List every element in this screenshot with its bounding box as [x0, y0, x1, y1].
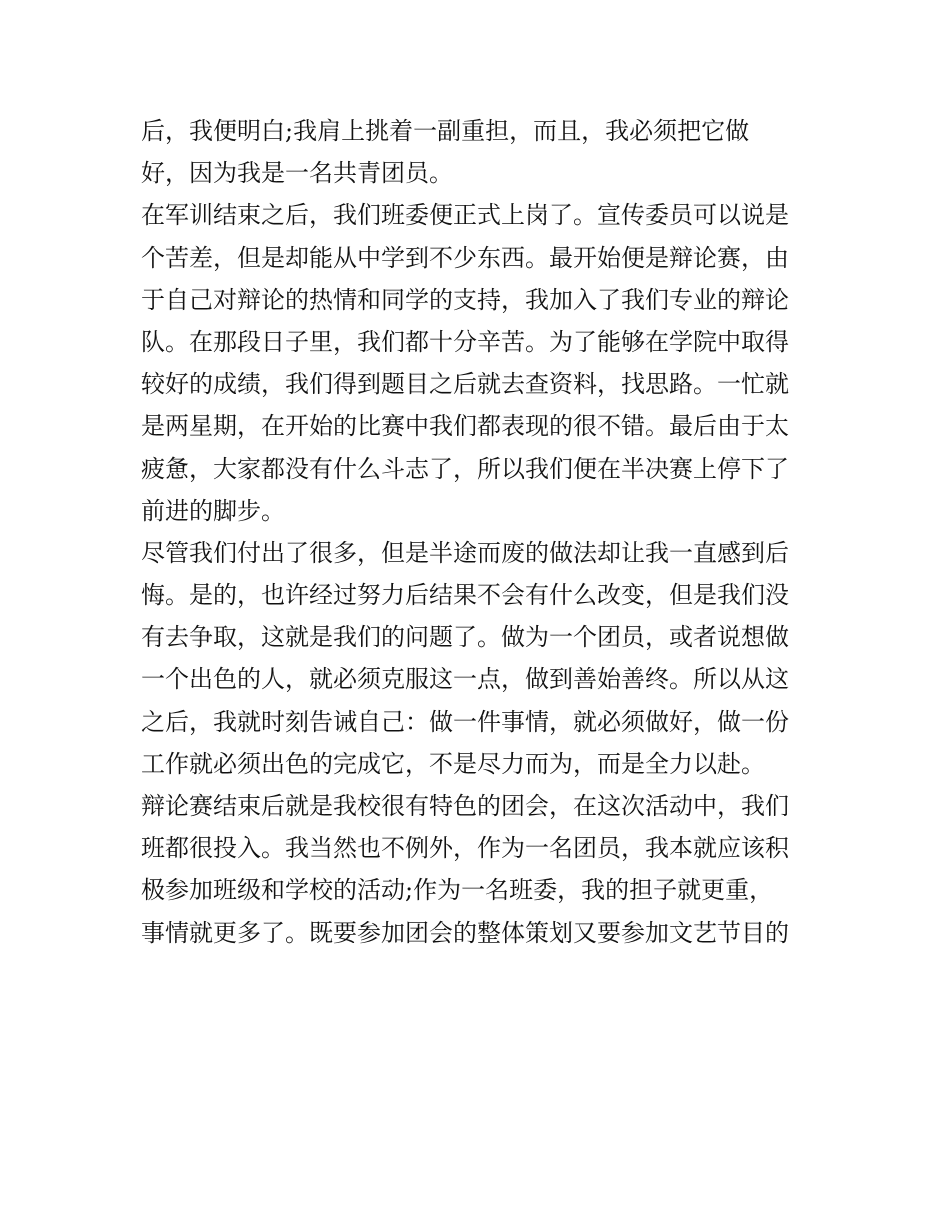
- text-line: 队。在那段日子里，我们都十分辛苦。为了能够在学院中取得: [141, 327, 789, 356]
- text-line: 于自己对辩论的热情和同学的支持，我加入了我们专业的辩论: [141, 285, 789, 314]
- text-line: 班都很投入。我当然也不例外，作为一名团员，我本就应该积: [141, 834, 789, 863]
- text-line: 辩论赛结束后就是我校很有特色的团会，在这次活动中，我们: [141, 792, 789, 820]
- text-line: 疲惫，大家都没有什么斗志了，所以我们便在半决赛上停下了: [141, 454, 789, 483]
- text-line: 尽管我们付出了很多，但是半途而废的做法却让我一直感到后: [141, 538, 789, 567]
- text-line: 有去争取，这就是我们的问题了。做为一个团员，或者说想做: [141, 623, 789, 652]
- text-line: 是两星期，在开始的比赛中我们都表现的很不错。最后由于太: [141, 412, 789, 441]
- text-line: 个苦差，但是却能从中学到不少东西。最开始便是辩论赛，由: [141, 243, 789, 272]
- text-line: 之后，我就时刻告诫自己：做一件事情，就必须做好，做一份: [141, 707, 789, 736]
- text-line: 前进的脚步。: [141, 496, 285, 525]
- text-line: 事情就更多了。既要参加团会的整体策划又要参加文艺节目的: [141, 918, 789, 947]
- text-line: 工作就必须出色的完成它，不是尽力而为，而是全力以赴。: [141, 749, 765, 778]
- text-line: 后，我便明白;我肩上挑着一副重担，而且，我必须把它做: [141, 117, 750, 145]
- text-line: 好，因为我是一名共青团员。: [141, 159, 453, 188]
- text-line: 在军训结束之后，我们班委便正式上岗了。宣传委员可以说是: [141, 201, 789, 230]
- text-line: 一个出色的人，就必须克服这一点，做到善始善终。所以从这: [141, 665, 789, 694]
- document-body: [141, 110, 821, 954]
- text-line: 较好的成绩，我们得到题目之后就去查资料，找思路。一忙就: [141, 370, 789, 399]
- text-line: 极参加班级和学校的活动;作为一名班委，我的担子就更重，: [141, 876, 774, 905]
- text-line: 悔。是的，也许经过努力后结果不会有什么改变，但是我们没: [141, 581, 789, 610]
